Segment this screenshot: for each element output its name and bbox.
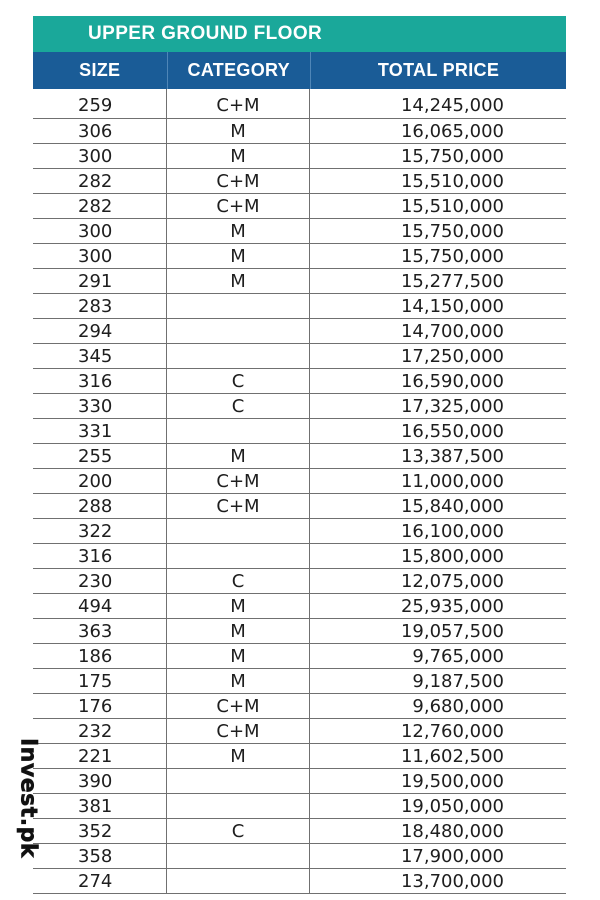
table-row <box>33 869 566 894</box>
category-cell: C+M <box>167 694 310 718</box>
table-row <box>33 844 566 869</box>
total-price-cell: 19,500,000 <box>400 771 504 792</box>
category-cell: C <box>167 394 310 418</box>
category-cell <box>167 794 310 818</box>
total-price-cell: 15,750,000 <box>400 146 504 167</box>
total-price-cell: 16,550,000 <box>400 421 504 442</box>
total-price-cell: 19,057,500 <box>400 621 504 642</box>
category-cell <box>167 544 310 568</box>
total-price-cell: 12,075,000 <box>400 571 504 592</box>
floor-title: UPPER GROUND FLOOR <box>33 16 566 52</box>
category-cell <box>167 419 310 443</box>
category-cell <box>167 869 310 893</box>
total-price-cell: 15,510,000 <box>400 196 504 217</box>
category-cell: C <box>167 369 310 393</box>
category-cell: C+M <box>167 169 310 193</box>
total-price-cell: 15,840,000 <box>400 496 504 517</box>
size-cell: 176 <box>33 694 167 718</box>
category-cell: C+M <box>167 469 310 493</box>
table-row <box>33 669 566 694</box>
total-price-cell: 15,750,000 <box>400 246 504 267</box>
total-price-cell: 16,100,000 <box>400 521 504 542</box>
total-price-cell: 25,935,000 <box>400 596 504 617</box>
category-cell <box>167 844 310 868</box>
category-cell: M <box>167 269 310 293</box>
total-price-cell: 13,700,000 <box>400 871 504 892</box>
total-price-cell: 9,680,000 <box>412 696 504 717</box>
table-row <box>33 744 566 769</box>
size-cell: 363 <box>33 619 167 643</box>
table-row <box>33 469 566 494</box>
total-price-cell: 11,000,000 <box>400 471 504 492</box>
category-cell: M <box>167 219 310 243</box>
category-cell: C <box>167 569 310 593</box>
table-row <box>33 444 566 469</box>
category-cell: M <box>167 594 310 618</box>
size-cell: 331 <box>33 419 167 443</box>
table-row <box>33 294 566 319</box>
category-cell: M <box>167 669 310 693</box>
table-body <box>33 89 566 894</box>
table-row <box>33 719 566 744</box>
category-cell: M <box>167 644 310 668</box>
table-row <box>33 594 566 619</box>
total-price-cell: 16,065,000 <box>400 121 504 142</box>
table-row <box>33 394 566 419</box>
table-row <box>33 769 566 794</box>
table-row <box>33 219 566 244</box>
column-header-size: SIZE <box>33 52 168 89</box>
table-row <box>33 369 566 394</box>
table-row <box>33 644 566 669</box>
table-row <box>33 119 566 144</box>
table-row <box>33 519 566 544</box>
size-cell: 390 <box>33 769 167 793</box>
table-row <box>33 144 566 169</box>
size-cell: 283 <box>33 294 167 318</box>
category-cell: C+M <box>167 719 310 743</box>
size-cell: 186 <box>33 644 167 668</box>
total-price-cell: 17,250,000 <box>400 346 504 367</box>
size-cell: 300 <box>33 144 167 168</box>
size-cell: 288 <box>33 494 167 518</box>
category-cell: M <box>167 444 310 468</box>
size-cell: 200 <box>33 469 167 493</box>
size-cell: 358 <box>33 844 167 868</box>
table-row <box>33 194 566 219</box>
size-cell: 175 <box>33 669 167 693</box>
size-cell: 259 <box>33 89 167 118</box>
total-price-cell: 14,245,000 <box>400 95 504 116</box>
size-cell: 494 <box>33 594 167 618</box>
total-price-cell: 17,325,000 <box>400 396 504 417</box>
column-header-total-price: TOTAL PRICE <box>377 60 500 80</box>
total-price-cell: 15,277,500 <box>400 271 504 292</box>
total-price-cell: 15,750,000 <box>400 221 504 242</box>
size-cell: 345 <box>33 344 167 368</box>
size-cell: 294 <box>33 319 167 343</box>
category-cell <box>167 769 310 793</box>
table-row <box>33 419 566 444</box>
total-price-cell: 12,760,000 <box>400 721 504 742</box>
category-cell: M <box>167 119 310 143</box>
category-cell: C+M <box>167 494 310 518</box>
watermark-text: Invest.pk <box>15 737 41 859</box>
size-cell: 352 <box>33 819 167 843</box>
table-row <box>33 494 566 519</box>
size-cell: 316 <box>33 544 167 568</box>
table-row <box>33 544 566 569</box>
table-row <box>33 89 566 119</box>
table-row <box>33 694 566 719</box>
total-price-cell: 9,765,000 <box>412 646 504 667</box>
table-row <box>33 819 566 844</box>
size-cell: 330 <box>33 394 167 418</box>
table-row <box>33 569 566 594</box>
column-header-category: CATEGORY <box>168 52 311 89</box>
category-cell <box>167 319 310 343</box>
size-cell: 221 <box>33 744 167 768</box>
size-cell: 300 <box>33 219 167 243</box>
price-sheet <box>33 16 566 894</box>
category-cell: M <box>167 744 310 768</box>
total-price-cell: 17,900,000 <box>400 846 504 867</box>
size-cell: 274 <box>33 869 167 893</box>
total-price-cell: 18,480,000 <box>400 821 504 842</box>
total-price-cell: 15,800,000 <box>400 546 504 567</box>
category-cell <box>167 294 310 318</box>
table-row <box>33 269 566 294</box>
total-price-cell: 14,150,000 <box>400 296 504 317</box>
total-price-cell: 15,510,000 <box>400 171 504 192</box>
size-cell: 282 <box>33 194 167 218</box>
category-cell: M <box>167 144 310 168</box>
table-row <box>33 244 566 269</box>
size-cell: 282 <box>33 169 167 193</box>
size-cell: 322 <box>33 519 167 543</box>
total-price-cell: 11,602,500 <box>400 746 504 767</box>
category-cell: M <box>167 619 310 643</box>
size-cell: 232 <box>33 719 167 743</box>
category-cell: C+M <box>167 89 310 118</box>
total-price-cell: 14,700,000 <box>400 321 504 342</box>
total-price-cell: 13,387,500 <box>400 446 504 467</box>
total-price-cell: 9,187,500 <box>412 671 504 692</box>
size-cell: 291 <box>33 269 167 293</box>
watermark-logo <box>16 714 40 882</box>
category-cell: C+M <box>167 194 310 218</box>
size-cell: 381 <box>33 794 167 818</box>
total-price-cell: 19,050,000 <box>400 796 504 817</box>
total-price-cell: 16,590,000 <box>400 371 504 392</box>
category-cell: M <box>167 244 310 268</box>
category-cell <box>167 344 310 368</box>
size-cell: 300 <box>33 244 167 268</box>
category-cell <box>167 519 310 543</box>
size-cell: 255 <box>33 444 167 468</box>
size-cell: 230 <box>33 569 167 593</box>
size-cell: 306 <box>33 119 167 143</box>
size-cell: 316 <box>33 369 167 393</box>
table-header <box>33 52 566 89</box>
table-row <box>33 319 566 344</box>
table-row <box>33 794 566 819</box>
table-row <box>33 619 566 644</box>
table-row <box>33 169 566 194</box>
table-row <box>33 344 566 369</box>
category-cell: C <box>167 819 310 843</box>
